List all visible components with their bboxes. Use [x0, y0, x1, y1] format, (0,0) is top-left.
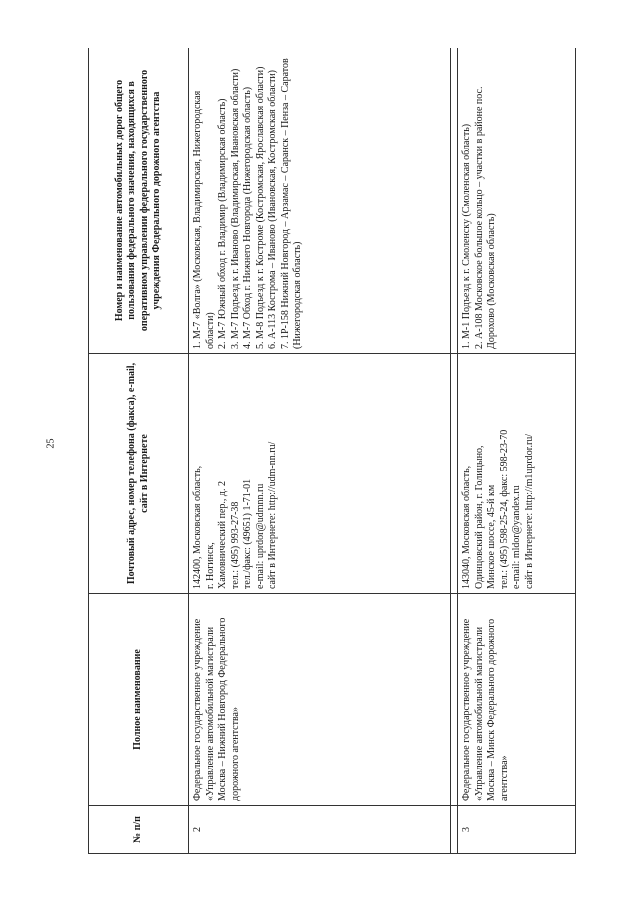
address-line: 143040, Московская область,	[461, 465, 472, 589]
address-line: тел.: (495) 598-25-24, факс: 598-23-70	[498, 429, 510, 589]
row-name: Федеральное государственное учреждение «Управление автомобильной магистрали Москва – Нижний Новгород Федерального дорожного агентства»	[189, 594, 451, 806]
road-item: 4. М-7 Обход г. Нижнего Новгорода (Нижегородская область)	[242, 86, 253, 349]
rotated-content	[88, 48, 584, 854]
address-line: сайт в Интернете: http://udm-nn.ru/	[267, 441, 278, 589]
header-roads: Номер и наименование автомобильных дорог общего пользования федерального значения, находящихся в оперативном управлении федерального государственного учреждения Федерального дорожного агентства	[89, 48, 189, 354]
organizations-table	[88, 48, 576, 854]
table-header-row	[89, 48, 189, 854]
row-address	[458, 354, 576, 594]
row-name: Федеральное государственное учреждение «Управление автомобильной магистрали Москва – Минск Федерального дорожного агентства»	[458, 594, 576, 806]
header-full-name: Полное наименование	[89, 594, 189, 806]
header-num: № п/п	[89, 806, 189, 854]
row-roads	[189, 48, 451, 354]
road-item: 2. А-108 Московское большое кольцо – участки в районе пос. Дорохово (Московская область)	[473, 86, 497, 349]
address-line: тел./факс: (49651) 1-71-01	[242, 478, 253, 589]
row-spacer	[451, 48, 458, 854]
row-roads	[458, 48, 576, 354]
rotated-page	[88, 48, 584, 854]
address-line: Минское шоссе, 45-й км	[486, 484, 497, 589]
address-line: тел.: (495) 993-27-38	[229, 501, 241, 589]
table-row	[458, 48, 576, 854]
row-num: 2	[189, 806, 451, 854]
row-num: 3	[458, 806, 576, 854]
road-item: 2. М-7 Южный обход г. Владимир (Владимирская область)	[217, 98, 228, 349]
road-item: 6. А-113 Кострома – Иваново (Ивановская, Костромская области)	[267, 69, 278, 349]
road-item: 1. М-7 «Волга» (Московская, Владимирская, Нижегородская области)	[192, 90, 216, 349]
table-row	[189, 48, 451, 854]
address-line: 142400, Московская область,	[192, 465, 203, 589]
address-line: e-mail: mldor@yandex.ru	[511, 485, 522, 589]
road-item: 7. 1Р-158 Нижний Новгород – Арзамас – Саранск – Пенза – Саратов (Нижегородская область)	[279, 58, 303, 349]
address-line: г. Ногинск,	[204, 542, 216, 589]
address-line: e-mail: uprdor@udmnn.ru	[254, 483, 266, 589]
address-line: Одинцовский район, г. Голицыно,	[473, 445, 485, 589]
header-address: Почтовый адрес, номер телефона (факса), e-mail, сайт в Интернете	[89, 354, 189, 594]
road-item: 1. М-1 Подъезд к г. Смоленску (Смоленская область)	[461, 123, 472, 349]
address-line: Хамовнический пер., д. 2	[217, 480, 228, 589]
address-line: сайт в Интернете: http://m1uprdor.ru/	[523, 433, 535, 589]
row-address	[189, 354, 451, 594]
road-item: 3. М-7 Подъезд к г. Иваново (Владимирская, Ивановская области)	[229, 68, 241, 349]
road-item: 5. М-8 Подъезд к г. Костроме (Костромская, Ярославская области)	[254, 66, 266, 349]
page-number: 25	[45, 438, 57, 449]
